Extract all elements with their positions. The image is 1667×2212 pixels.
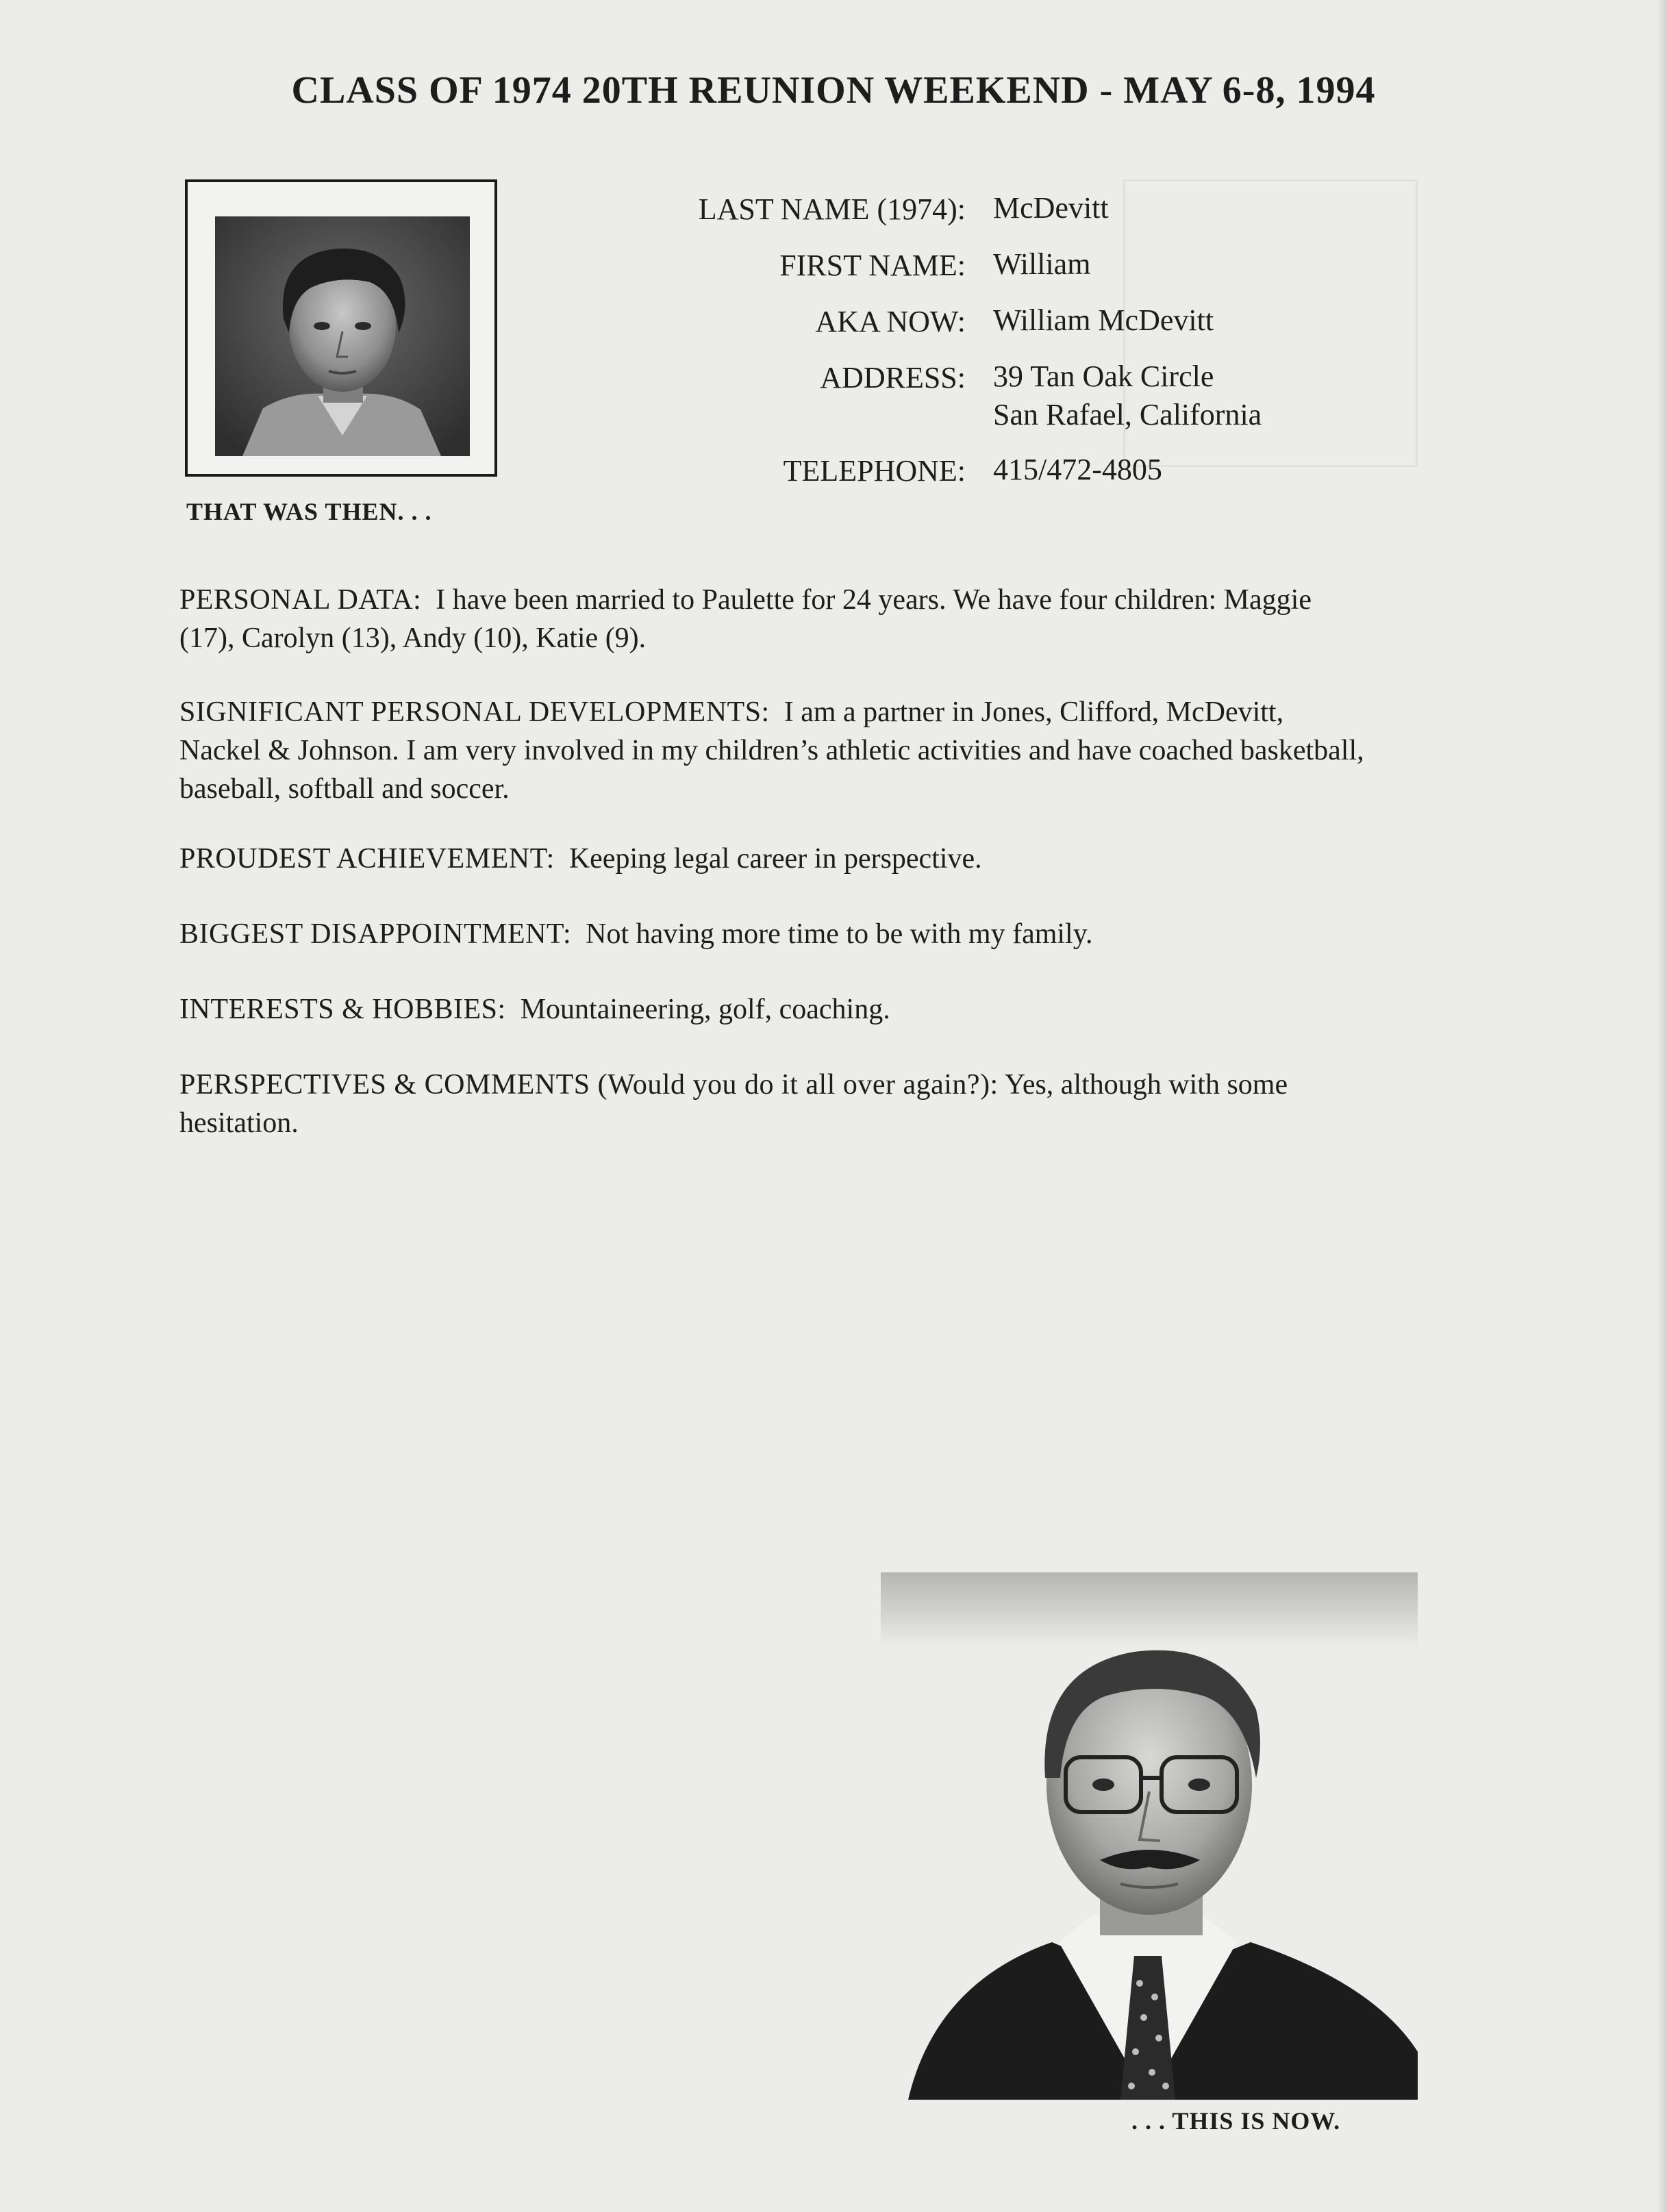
address-label: ADDRESS:	[820, 361, 966, 394]
personal-data-text: I have been married to Paulette for 24 years. We have four children: Maggie (17), Carolyn (13), Andy (10), Katie (9).	[179, 584, 1312, 654]
last-name-label: LAST NAME (1974):	[698, 192, 966, 226]
telephone-label: TELEPHONE:	[783, 454, 966, 488]
personal-data-section	[179, 581, 1371, 657]
disappointment-text: Not having more time to be with my family.	[586, 918, 1093, 950]
perspectives-text: Yes, although with some hesitation.	[179, 1069, 1288, 1139]
first-name-label: FIRST NAME:	[779, 249, 966, 282]
interests-text: Mountaineering, golf, coaching.	[520, 994, 890, 1025]
personal-data-label: PERSONAL DATA:	[179, 584, 422, 616]
achievement-text: Keeping legal career in perspective.	[568, 843, 982, 875]
last-name-value: McDevitt	[993, 191, 1109, 225]
then-portrait-photo	[215, 216, 470, 456]
interests-label: INTERESTS & HOBBIES:	[179, 994, 506, 1025]
developments-label: SIGNIFICANT PERSONAL DEVELOPMENTS:	[179, 696, 770, 728]
address-line2: San Rafael, California	[993, 398, 1262, 431]
achievement-section	[179, 840, 1371, 878]
achievement-label: PROUDEST ACHIEVEMENT:	[179, 843, 555, 875]
then-photo-frame	[185, 179, 497, 477]
page-edge-shadow	[1657, 0, 1667, 2212]
telephone-value: 415/472-4805	[993, 453, 1162, 486]
interests-section	[179, 990, 1371, 1029]
caption-then: THAT WAS THEN. . .	[186, 498, 432, 525]
disappointment-section	[179, 915, 1371, 953]
now-portrait-photo	[881, 1572, 1418, 2100]
page-title: CLASS OF 1974 20TH REUNION WEEKEND - MAY 6-8, 1994	[291, 69, 1376, 112]
developments-text: I am a partner in Jones, Clifford, McDevitt, Nackel & Johnson. I am very involved in my children’s athletic activities and have coached basketball, baseball, softball and soccer.	[179, 696, 1364, 805]
first-name-value: William	[993, 247, 1091, 281]
caption-now: . . . THIS IS NOW.	[1131, 2107, 1341, 2135]
disappointment-label: BIGGEST DISAPPOINTMENT:	[179, 918, 572, 950]
perspectives-label: PERSPECTIVES & COMMENTS (Would you do it all over again?):	[179, 1069, 999, 1101]
aka-now-value: William McDevitt	[993, 303, 1214, 337]
aka-now-label: AKA NOW:	[815, 305, 966, 338]
perspectives-section	[179, 1066, 1371, 1142]
developments-section	[179, 693, 1371, 808]
address-line1: 39 Tan Oak Circle	[993, 360, 1214, 393]
